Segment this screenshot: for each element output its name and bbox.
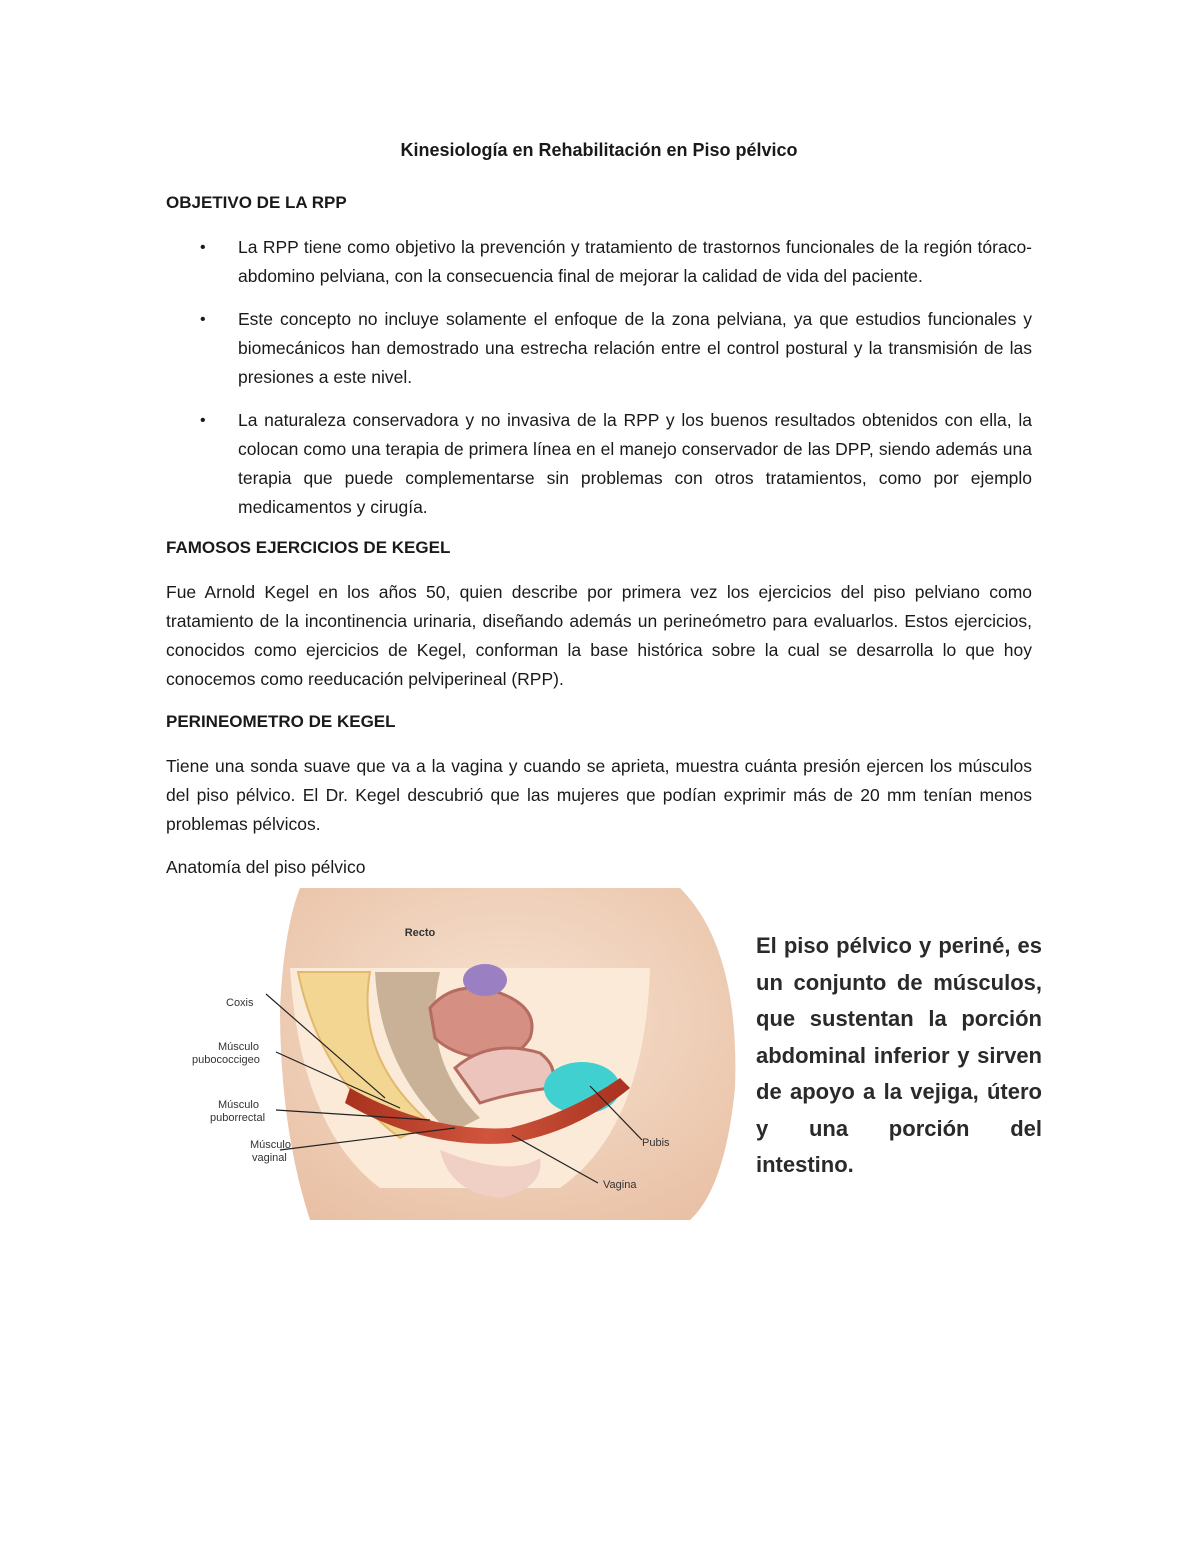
bullet-icon: • [200,311,206,328]
label-vaginal-line2: vaginal [252,1152,287,1164]
list-item [166,233,1032,291]
pelvic-floor-anatomy-illustration [180,888,740,1220]
bullet-text: La RPP tiene como objetivo la prevención y tratamiento de trastornos funcionales de la región tóraco-abdomino pelviana, con la consecuencia final de mejorar la calidad de vida del paciente. [238,237,1032,286]
figure-caption: Anatomía del piso pélvico [166,857,366,877]
label-vagina: Vagina [603,1179,637,1191]
label-pubis: Pubis [642,1137,670,1149]
section-heading-objetivo: OBJETIVO DE LA RPP [166,193,347,212]
paragraph-perineometro: Tiene una sonda suave que va a la vagina y cuando se aprieta, muestra cuánta presión ejercen los músculos del piso pélvico. El Dr. Kegel descubrió que las mujeres que podían exprimir más de 20 mm tenían menos problemas pélvicos. [166,756,1032,834]
bullet-icon: • [200,412,206,429]
label-coxis: Coxis [226,997,254,1009]
list-item [166,406,1032,522]
label-puborrectal-line2: puborrectal [210,1112,266,1124]
label-vaginal-line1: Músculo [250,1139,291,1151]
bullet-text: Este concepto no incluye solamente el enfoque de la zona pelviana, ya que estudios funcionales y biomecánicos han demostrado una estrecha relación entre el control postural y la transmisión de las presiones a este nivel. [238,309,1032,387]
bullet-icon: • [200,239,206,256]
section-heading-perineometro: PERINEOMETRO DE KEGEL [166,712,396,731]
document-title: Kinesiología en Rehabilitación en Piso pélvico [400,140,798,160]
bladder-top-organ [463,964,507,996]
bullet-list [166,233,1032,522]
label-recto: Recto [404,927,436,939]
section-heading-kegel: FAMOSOS EJERCICIOS DE KEGEL [166,538,451,557]
label-pubococcigeo-line1: Músculo [218,1041,259,1053]
document-page [166,140,1042,1228]
figure-row [166,888,1042,1228]
paragraph-kegel: Fue Arnold Kegel en los años 50, quien describe por primera vez los ejercicios del piso pelviano como tratamiento de la incontinencia urinaria, diseñando además un perineómetro para evaluarlos. Estos ejercicios, conocidos como ejercicios de Kegel, conforman la base histórica sobre la cual se desarrolla lo que hoy conocemos como reeducación pelviperineal (RPP). [166,582,1032,689]
figure-side-text: El piso pélvico y periné, es un conjunto de músculos, que sustentan la porción abdominal inferior y sirven de apoyo a la vejiga, útero y una porción del intestino. [756,933,1042,1177]
list-item [166,305,1032,392]
bullet-text: La naturaleza conservadora y no invasiva de la RPP y los buenos resultados obtenidos con ella, la colocan como una terapia de primera línea en el manejo conservador de las DPP, siendo además una terapia que puede complementarse sin problemas con otros tratamientos, como por ejemplo medicamentos y cirugía. [238,410,1032,517]
label-pubococcigeo-line2: pubococcigeo [192,1054,260,1066]
label-puborrectal-line1: Músculo [218,1099,259,1111]
